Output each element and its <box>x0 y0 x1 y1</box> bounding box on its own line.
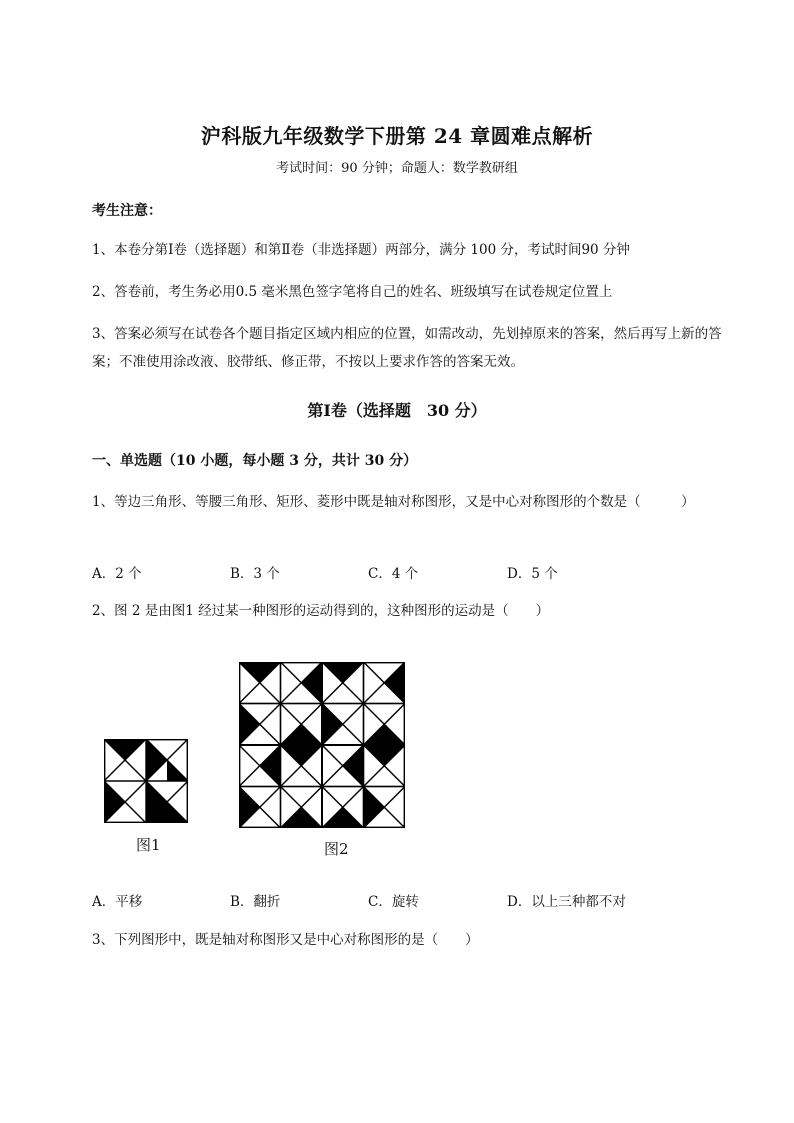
filled-triangle <box>239 704 260 746</box>
question-2-option-d: D．以上三种都不对 <box>507 894 626 910</box>
filled-triangle <box>364 787 385 829</box>
section-title: 第Ⅰ卷（选择题 30 分） <box>307 401 487 420</box>
filled-triangle <box>301 662 322 704</box>
filled-triangle <box>322 807 364 828</box>
filled-triangle <box>239 787 260 829</box>
question-2-option-a: A．平移 <box>92 894 143 910</box>
question-2-option-c: C．旋转 <box>368 894 419 910</box>
filled-triangle <box>281 807 323 828</box>
filled-triangle <box>322 662 364 683</box>
filled-triangle <box>343 745 364 787</box>
question-1-option-c: C．4 个 <box>368 566 419 582</box>
figure-2-tile-pattern <box>239 662 405 828</box>
question-3-stem: 3、下列图形中，既是轴对称图形又是中心对称图形的是（ ） <box>92 932 479 948</box>
question-2-stem: 2、图 2 是由图1 经过某一种图形的运动得到的，这种图形的运动是（ ） <box>92 603 550 619</box>
question-1-option-b: B．3 个 <box>230 566 280 582</box>
filled-triangle <box>364 724 406 745</box>
page-title: 沪科版九年级数学下册第 24 章圆难点解析 <box>200 124 594 148</box>
exam-info: 考试时间：90 分钟；命题人：数学教研组 <box>276 161 518 176</box>
question-1-option-a: A．2 个 <box>92 566 142 582</box>
filled-triangle <box>364 745 406 766</box>
question-1-stem: 1、等边三角形、等腰三角形、矩形、菱形中既是轴对称图形，又是中心对称图形的个数是（ ） <box>92 494 695 510</box>
filled-triangle <box>384 662 405 704</box>
part-heading: 一、单选题（10 小题，每小题 3 分，共计 30 分） <box>92 453 418 469</box>
question-2-option-b: B．翻折 <box>230 894 281 910</box>
figure-2-label: 图2 <box>324 840 349 858</box>
question-1-option-d: D．5 个 <box>507 566 558 582</box>
figure-1-tile-pattern <box>104 739 188 823</box>
notice-item-1: 1、本卷分第Ⅰ卷（选择题）和第Ⅱ卷（非选择题）两部分，满分 100 分，考试时间90 分钟 <box>92 242 630 258</box>
filled-triangle <box>281 745 323 766</box>
notice-item-3: 3、答案必须写在试卷各个题目指定区域内相应的位置，如需改动，先划掉原来的答案，然后再写上新的答案；不准使用涂改液、胶带纸、修正带，不按以上要求作答的答案无效。 <box>92 326 722 370</box>
figure-1-label: 图1 <box>136 836 161 854</box>
filled-triangle <box>322 704 343 746</box>
filled-triangle <box>260 745 281 787</box>
filled-triangle <box>239 662 281 683</box>
notice-item-2: 2、答卷前，考生务必用0.5 毫米黑色签字笔将自己的姓名、班级填写在试卷规定位置上 <box>92 284 613 300</box>
filled-triangle <box>281 724 323 745</box>
notice-heading: 考生注意： <box>92 203 162 219</box>
